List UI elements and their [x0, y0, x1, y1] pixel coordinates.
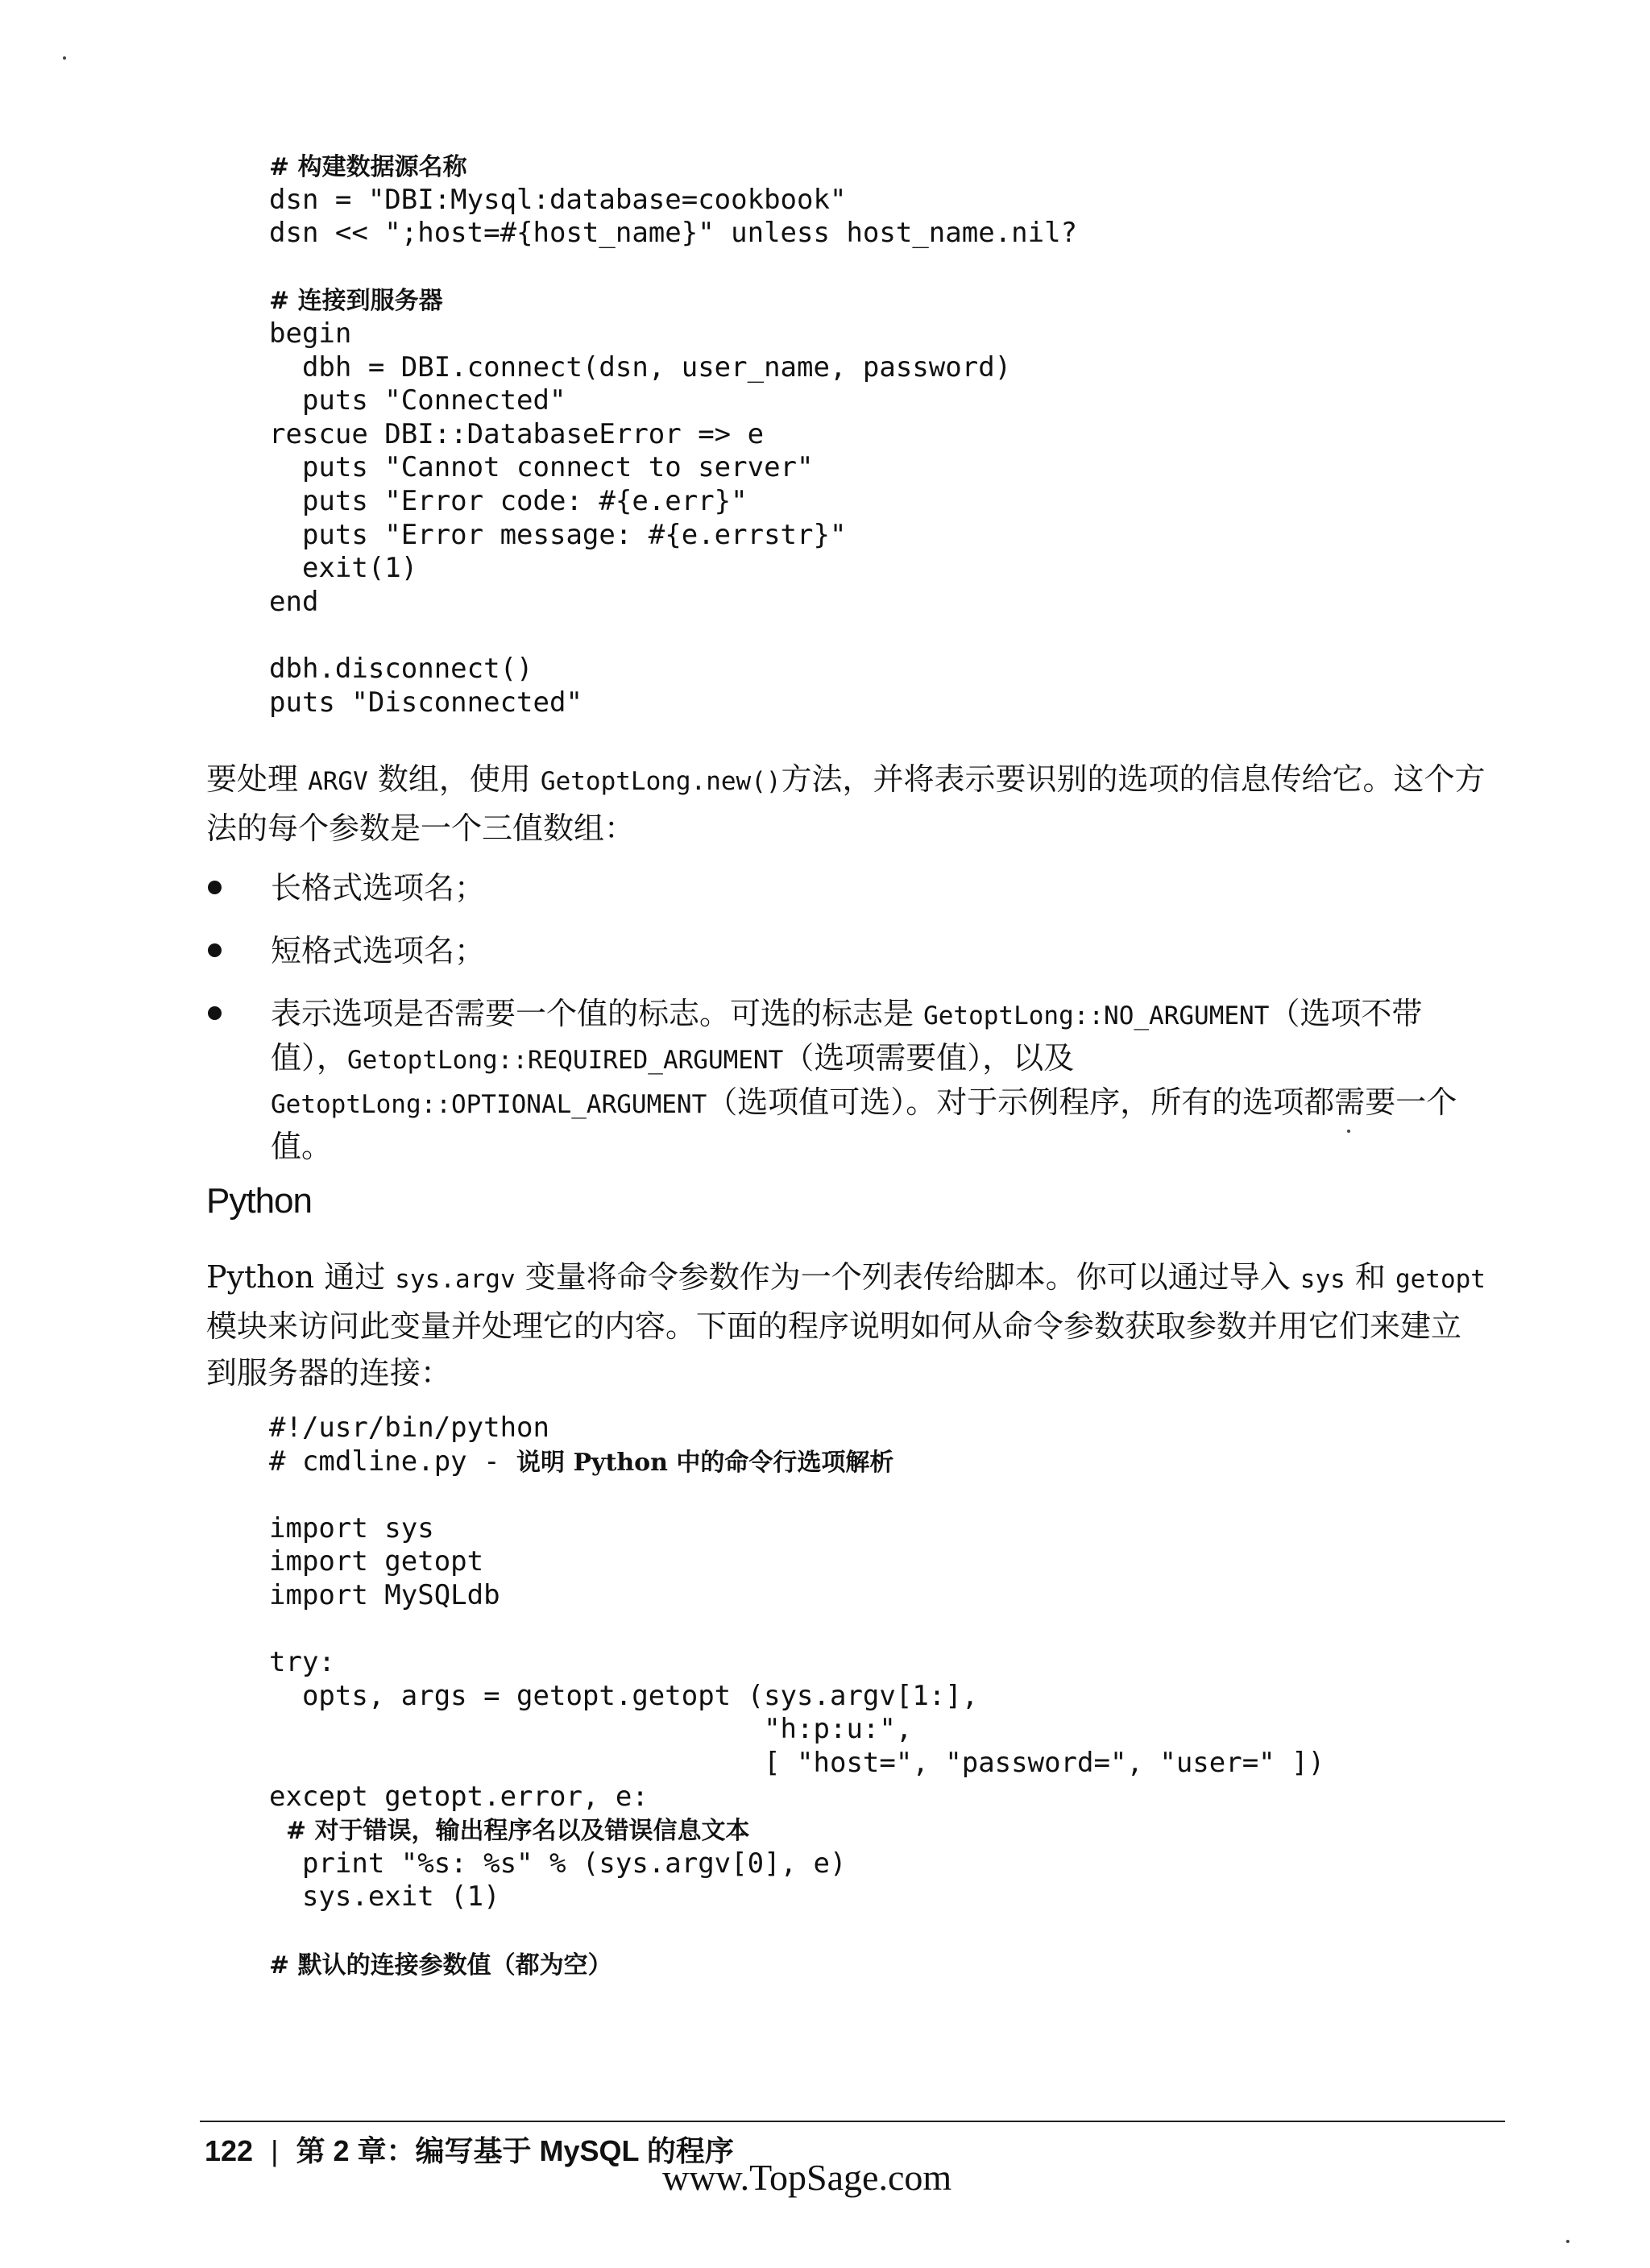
code-line	[269, 317, 1077, 351]
footer-rule	[200, 2121, 1505, 2122]
page-number: 122	[205, 2134, 254, 2167]
code-line	[269, 451, 1077, 485]
code-line	[269, 1646, 1325, 1680]
code-line	[269, 485, 1077, 519]
code-line	[269, 619, 1077, 653]
section-heading-python: Python	[206, 1181, 312, 1221]
ruby-code-block	[269, 150, 1077, 719]
python-code-text: sys.exit (1)	[269, 1880, 500, 1913]
code-line	[269, 1948, 1325, 1982]
ruby-code-text: puts "Connected"	[269, 384, 566, 417]
ruby-code-text: dsn = "DBI:Mysql:database=cookbook"	[269, 183, 847, 216]
python-code-text: try:	[269, 1646, 335, 1679]
code-line	[269, 1880, 1325, 1914]
ruby-code-text: dbh = DBI.connect(dsn, user_name, password)	[269, 350, 1012, 384]
bullet-flag-text-4: （选项值可选）。对于示例程序，所有的选项都需要一个值。	[271, 1084, 1457, 1164]
ruby-code-text: puts "Disconnected"	[269, 686, 582, 719]
para2-code-sys: sys	[1300, 1265, 1345, 1294]
footer-separator: |	[271, 2134, 279, 2167]
python-code-text: [ "host=", "password=", "user=" ])	[269, 1746, 1325, 1779]
python-code-comment: 说明 Python 中的命令行选项解析	[516, 1448, 894, 1477]
python-code-text: import sys	[269, 1511, 434, 1544]
python-code-text: import MySQLdb	[269, 1578, 500, 1611]
code-line	[269, 686, 1077, 720]
para2-code-sys-argv: sys.argv	[395, 1265, 516, 1294]
para1-code-argv: ARGV	[308, 767, 368, 796]
bullet-flag-code-optional-argument: GetoptLong::OPTIONAL_ARGUMENT	[271, 1090, 707, 1119]
bullet-flag-code-required-argument: GetoptLong::REQUIRED_ARGUMENT	[347, 1046, 784, 1075]
watermark-url: www.TopSage.com	[662, 2157, 952, 2198]
code-line	[269, 1545, 1325, 1579]
ruby-code-text: exit(1)	[269, 552, 418, 585]
ruby-code-text: puts "Error message: #{e.errstr}"	[269, 518, 847, 551]
python-code-text: "h:p:u:",	[269, 1713, 913, 1746]
para2-text-4: 模块来访问此变量并处理它的内容。下面的程序说明如何从命令参数获取参数并用它们来建立到服务器的连接：	[206, 1308, 1462, 1391]
ruby-code-text: end	[269, 585, 319, 618]
python-code-text: # 默认的连接参数值（都为空）	[269, 1951, 612, 1980]
python-code-text: opts, args = getopt.getopt (sys.argv[1:],	[269, 1679, 979, 1712]
bullet-dot-icon	[208, 881, 222, 894]
code-line	[269, 586, 1077, 620]
ruby-code-text: dbh.disconnect()	[269, 652, 533, 685]
code-line	[269, 1512, 1325, 1546]
code-line	[269, 1579, 1325, 1613]
scan-speck	[63, 56, 66, 60]
code-line	[269, 1847, 1325, 1881]
bullet-flag-text-3: （选项需要值），以及	[783, 1040, 1075, 1076]
bullet-flag-text-2: （选项不带值），	[271, 996, 1423, 1076]
ruby-code-text: rescue DBI::DatabaseError => e	[269, 417, 765, 450]
code-line	[269, 217, 1077, 251]
para2-text-3: 和	[1345, 1259, 1395, 1295]
python-code-text: # 对于错误，输出程序名以及错误信息文本	[269, 1817, 750, 1846]
code-line	[269, 1478, 1325, 1512]
page-footer	[205, 2129, 734, 2170]
code-line	[269, 1412, 1325, 1445]
code-line	[269, 552, 1077, 586]
code-line	[269, 1613, 1325, 1647]
para1-text-2: 数组，使用	[367, 761, 541, 797]
code-line	[269, 1814, 1325, 1847]
chapter-title: 第 2 章：编写基于 MySQL 的程序	[296, 2134, 734, 2167]
python-code-block	[269, 1412, 1325, 1981]
code-line	[269, 519, 1077, 553]
scan-speck	[1566, 2240, 1569, 2243]
paragraph-python-sys-argv	[206, 1254, 1487, 1396]
code-line	[269, 1781, 1325, 1814]
code-line	[269, 351, 1077, 385]
list-item	[206, 993, 1487, 1167]
code-line	[269, 653, 1077, 686]
option-array-bullet-list	[206, 867, 1487, 1188]
list-item	[206, 930, 1487, 972]
python-code-text: except getopt.error, e:	[269, 1780, 649, 1813]
para1-text-3: 方法，并将表示要识别的选项的信息传给它。这个方法的每个参数是一个三值数组：	[206, 761, 1486, 846]
code-line	[269, 251, 1077, 284]
list-item	[206, 867, 1487, 909]
paragraph-getoptlong-intro	[206, 756, 1487, 852]
code-line	[269, 150, 1077, 184]
code-line	[269, 1713, 1325, 1747]
para1-code-getoptlong-new: GetoptLong.new()	[540, 767, 781, 796]
para1-text-1: 要处理	[206, 761, 309, 797]
python-code-text: print "%s: %s" % (sys.argv[0], e)	[269, 1847, 847, 1880]
bullet-dot-icon	[208, 1006, 222, 1020]
python-code-text: #!/usr/bin/python	[269, 1412, 549, 1444]
ruby-code-text: # 连接到服务器	[269, 287, 443, 316]
bullet-short-option: 短格式选项名；	[271, 933, 486, 968]
bullet-flag-code-no-argument: GetoptLong::NO_ARGUMENT	[923, 1001, 1270, 1030]
ruby-code-text: begin	[269, 317, 352, 350]
code-line	[269, 1914, 1325, 1948]
python-code-text: # cmdline.py -	[269, 1445, 517, 1478]
code-line	[269, 418, 1077, 452]
bullet-dot-icon	[208, 943, 222, 957]
ruby-code-text: # 构建数据源名称	[269, 153, 467, 181]
ruby-code-text: dsn << ";host=#{host_name}" unless host_name.nil?	[269, 217, 1078, 250]
para2-text-2: 变量将命令参数作为一个列表传给脚本。你可以通过导入	[515, 1259, 1300, 1295]
para2-code-getopt: getopt	[1395, 1265, 1486, 1294]
code-line	[269, 284, 1077, 317]
ruby-code-text: puts "Cannot connect to server"	[269, 451, 814, 484]
code-line	[269, 184, 1077, 218]
python-code-text: import getopt	[269, 1545, 484, 1578]
bullet-long-option: 长格式选项名；	[271, 870, 486, 906]
code-line	[269, 1680, 1325, 1714]
para2-text-1: Python 通过	[206, 1259, 396, 1295]
code-line	[269, 1747, 1325, 1781]
ruby-code-text: puts "Error code: #{e.err}"	[269, 484, 748, 517]
code-line	[269, 384, 1077, 418]
bullet-flag-text-1: 表示选项是否需要一个值的标志。可选的标志是	[271, 996, 924, 1031]
code-line	[269, 1445, 1325, 1479]
scan-speck	[1347, 1130, 1350, 1133]
